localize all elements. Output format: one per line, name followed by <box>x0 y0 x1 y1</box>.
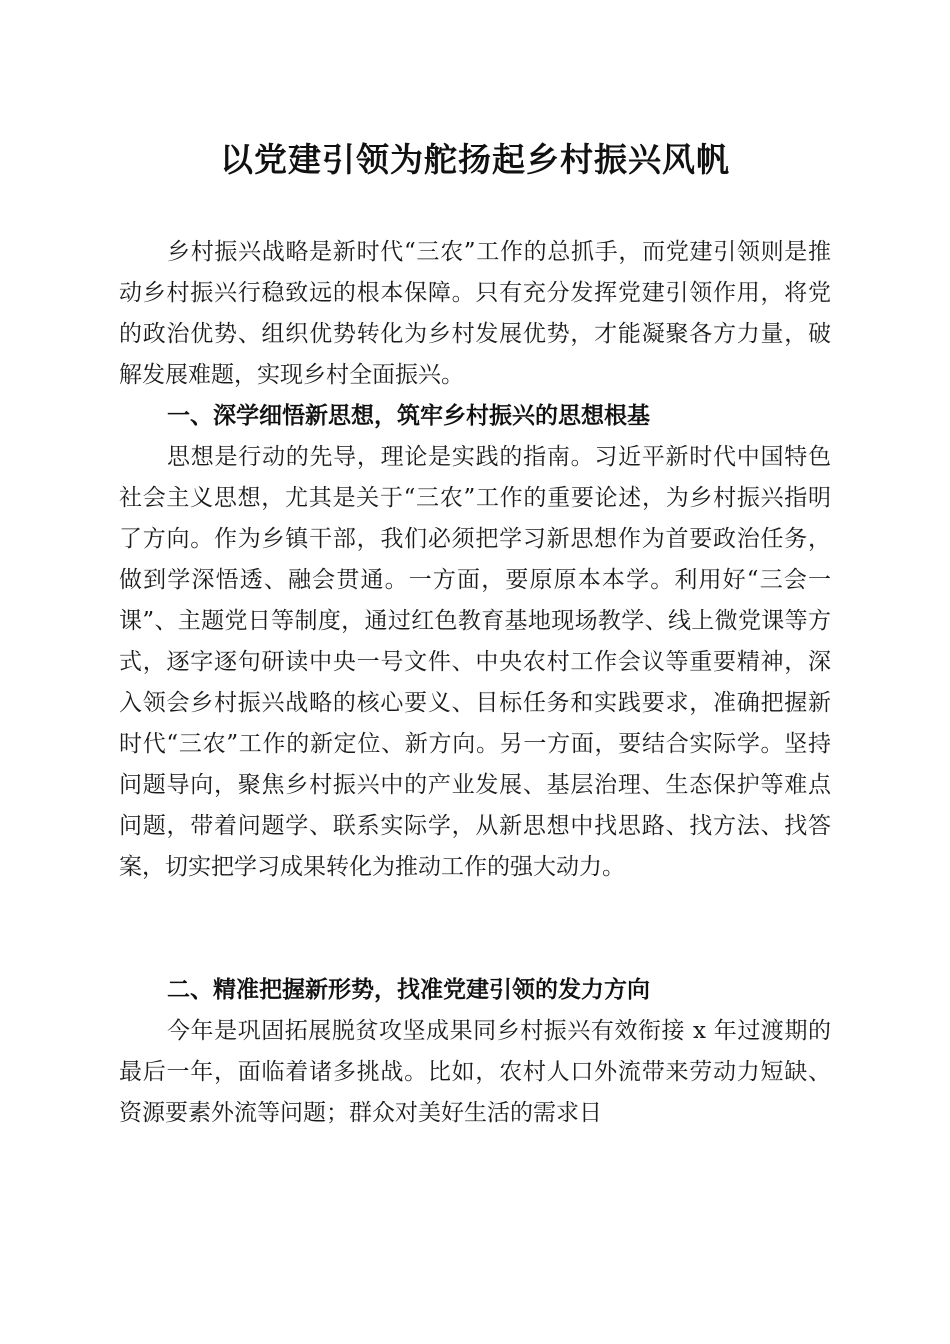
document-title: 以党建引领为舵扬起乡村振兴风帆 <box>220 140 730 179</box>
section-heading-2: 二、精准把握新形势，找准党建引领的发力方向 <box>167 977 650 1003</box>
section-2-paragraph: 今年是巩固拓展脱贫攻坚成果同乡村振兴有效衔接 x 年过渡期的最后一年，面临着诸多挑战。比如，农村人口外流带来劳动力短缺、资源要素外流等问题；群众对美好生活的需求日 <box>119 1018 831 1126</box>
section-heading-1: 一、深学细悟新思想，筑牢乡村振兴的思想根基 <box>167 403 650 429</box>
intro-paragraph: 乡村振兴战略是新时代“三农”工作的总抓手，而党建引领则是推动乡村振兴行稳致远的根本保障。只有充分发挥党建引领作用，将党的政治优势、组织优势转化为乡村发展优势，才能凝聚各方力量，破解发展难题，实现乡村全面振兴。 <box>119 239 831 388</box>
document-body <box>119 232 831 1134</box>
section-1-paragraph: 思想是行动的先导，理论是实践的指南。习近平新时代中国特色社会主义思想，尤其是关于“三农”工作的重要论述，为乡村振兴指明了方向。作为乡镇干部，我们必须把学习新思想作为首要政治任务，做到学深悟透、融会贯通。一方面，要原原本本学。利用好“三会一课”、主题党日等制度，通过红色教育基地现场教学、线上微党课等方式，逐字逐句研读中央一号文件、中央农村工作会议等重要精神，深入领会乡村振兴战略的核心要义、目标任务和实践要求，准确把握新时代“三农”工作的新定位、新方向。另一方面，要结合实际学。坚持问题导向，聚焦乡村振兴中的产业发展、基层治理、生态保护等难点问题，带着问题学、联系实际学，从新思想中找思路、找方法、找答案，切实把学习成果转化为推动工作的强大动力。 <box>119 444 831 880</box>
